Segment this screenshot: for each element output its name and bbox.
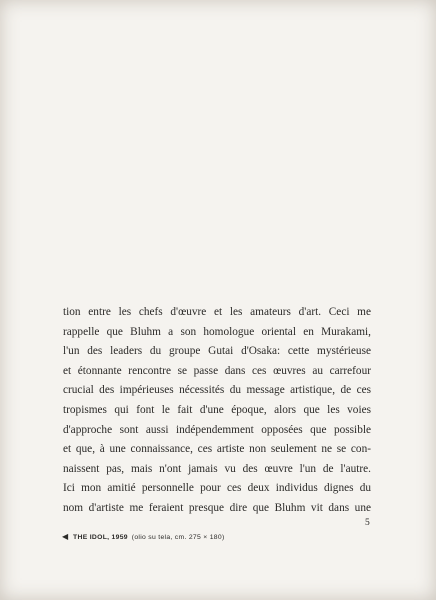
text-line: tropismes qui font le fait d'une époque, alors que les voies <box>63 403 371 416</box>
text-line: l'un des leaders du groupe Gutai d'Osaka: cette mystérieuse <box>63 345 371 358</box>
left-arrow-icon: ◀ <box>62 532 69 541</box>
body-paragraph <box>63 303 371 519</box>
page-number: 5 <box>365 518 370 528</box>
text-line: tion entre les chefs d'œuvre et les amateurs d'art. Ceci me <box>63 306 371 318</box>
text-line: et que, à une connaissance, ces artiste non seulement ne se con- <box>63 443 371 456</box>
figure-caption <box>62 532 225 541</box>
text-line: d'approche sont aussi indépendemment opposées que possible <box>63 423 371 436</box>
caption-detail: (olio su tela, cm. 275 × 180) <box>131 534 225 541</box>
caption-title: THE IDOL, 1959 <box>73 534 128 541</box>
text-line: nom d'artiste me feraient presque dire que Bluhm vit dans une <box>63 501 371 514</box>
text-line: rappelle que Bluhm a son homologue oriental en Murakami, <box>63 325 371 338</box>
text-line: naissent pas, mais n'ont jamais vu des œuvre l'un de l'autre. <box>63 462 371 475</box>
text-line: crucial des impérieuses nécessités du message artistique, de ces <box>63 384 371 397</box>
text-line: et étonnante rencontre se passe dans ces œuvres au carrefour <box>63 364 371 377</box>
text-line: Ici mon amitié personnelle pour ces deux individus dignes du <box>63 482 371 495</box>
